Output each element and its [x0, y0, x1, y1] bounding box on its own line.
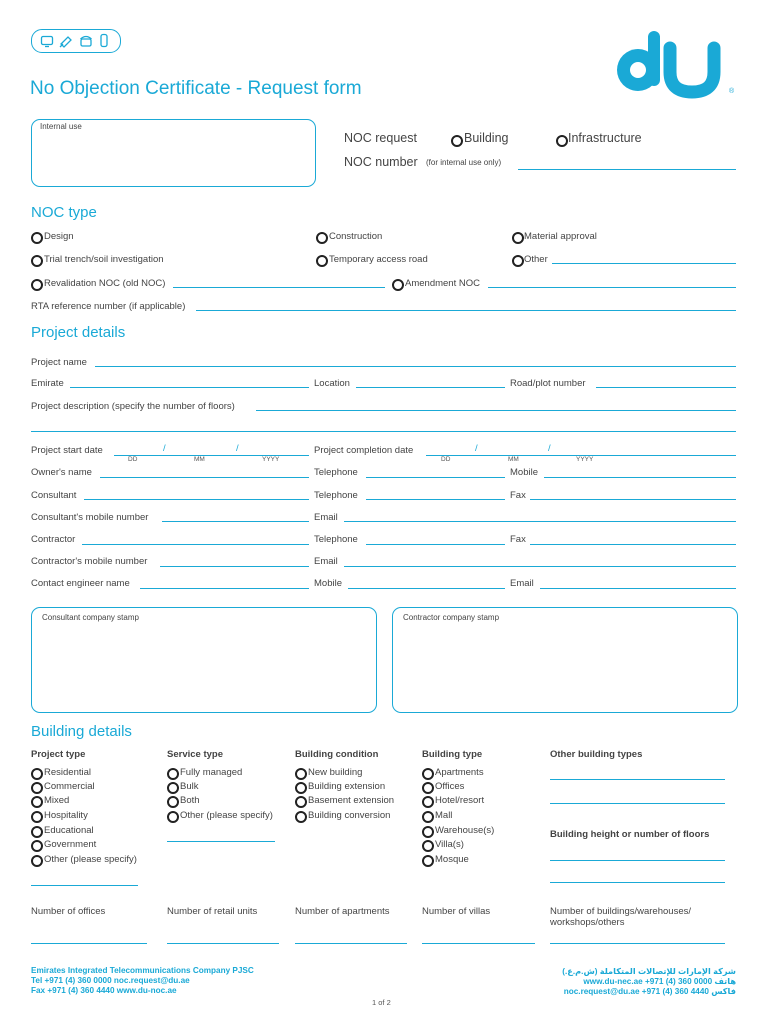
owners-name-label: Owner's name — [31, 467, 92, 478]
mall-label: Mall — [435, 810, 453, 821]
residential-radio[interactable] — [31, 768, 43, 780]
noc-number-label: NOC number — [344, 155, 418, 169]
consultant-stamp-label: Consultant company stamp — [42, 613, 139, 622]
service-type-other-label: Other (please specify) — [180, 810, 273, 821]
consultant-fax-label: Fax — [510, 490, 526, 501]
owner-mobile-label: Mobile — [510, 467, 538, 478]
emirate-label: Emirate — [31, 378, 64, 389]
contractor-field[interactable] — [82, 544, 309, 545]
num-villas-label: Number of villas — [422, 906, 491, 917]
project-details-heading: Project details — [31, 324, 126, 341]
mosque-label: Mosque — [435, 854, 469, 865]
project-type-other-radio[interactable] — [31, 855, 43, 867]
government-label: Government — [44, 839, 97, 850]
building-height-field-1[interactable] — [550, 860, 725, 861]
design-radio[interactable] — [31, 232, 43, 244]
new-building-radio[interactable] — [295, 768, 307, 780]
num-offices-field[interactable] — [31, 943, 147, 944]
noc-request-building-radio[interactable] — [451, 135, 463, 147]
building-height-heading: Building height or number of floors — [550, 829, 710, 840]
fully-managed-radio[interactable] — [167, 768, 179, 780]
hotel-resort-radio[interactable] — [422, 796, 434, 808]
contact-engineer-field[interactable] — [140, 588, 309, 589]
consultant-fax-field[interactable] — [530, 499, 736, 500]
other-radio[interactable] — [512, 255, 524, 267]
other-building-types-heading: Other building types — [550, 749, 643, 760]
start-mm-hint: MM — [194, 456, 205, 463]
contractor-label: Contractor — [31, 534, 76, 545]
temporary-access-radio[interactable] — [316, 255, 328, 267]
noc-request-label: NOC request — [344, 131, 417, 145]
hospitality-label: Hospitality — [44, 810, 88, 821]
owners-name-field[interactable] — [100, 477, 309, 478]
footer-company: Emirates Integrated Telecommunications Company PJSC — [31, 966, 254, 975]
completion-date-sep-1: / — [475, 443, 478, 454]
num-retail-field[interactable] — [167, 943, 279, 944]
service-icons — [31, 29, 121, 53]
villas-radio[interactable] — [422, 840, 434, 852]
contact-engineer-label: Contact engineer name — [31, 578, 130, 589]
fully-managed-label: Fully managed — [180, 767, 243, 778]
engineer-mobile-label: Mobile — [314, 578, 342, 589]
residential-label: Residential — [44, 767, 91, 778]
num-apartments-field[interactable] — [295, 943, 407, 944]
emirate-field[interactable] — [70, 387, 309, 388]
location-label: Location — [314, 378, 350, 389]
consultant-email-label: Email — [314, 512, 338, 523]
both-radio[interactable] — [167, 796, 179, 808]
num-apartments-label: Number of apartments — [295, 906, 390, 917]
amendment-label: Amendment NOC — [405, 278, 480, 289]
revalidation-label: Revalidation NOC (old NOC) — [44, 278, 166, 289]
num-villas-field[interactable] — [422, 943, 535, 944]
mixed-radio[interactable] — [31, 796, 43, 808]
location-field[interactable] — [356, 387, 505, 388]
monitor-icon — [40, 34, 54, 48]
other-label: Other — [524, 254, 548, 265]
trial-trench-label: Trial trench/soil investigation — [44, 254, 164, 265]
completion-yyyy-hint: YYYY — [576, 456, 594, 463]
apartments-radio[interactable] — [422, 768, 434, 780]
noc-request-infrastructure-label: Infrastructure — [568, 131, 642, 145]
consultant-stamp-box[interactable] — [31, 607, 377, 713]
start-date-label: Project start date — [31, 445, 103, 456]
noc-number-note: (for internal use only) — [426, 158, 502, 167]
consultant-mobile-field[interactable] — [162, 521, 309, 522]
villas-label: Villa(s) — [435, 839, 464, 850]
educational-radio[interactable] — [31, 826, 43, 838]
road-plot-label: Road/plot number — [510, 378, 586, 389]
consultant-email-field[interactable] — [344, 521, 736, 522]
registered-mark: ® — [729, 88, 735, 95]
material-approval-label: Material approval — [524, 231, 597, 242]
new-building-label: New building — [308, 767, 363, 778]
apartments-label: Apartments — [435, 767, 484, 778]
completion-dd-hint: DD — [441, 456, 451, 463]
phone-icon — [79, 34, 93, 48]
building-extension-radio[interactable] — [295, 782, 307, 794]
num-buildings-label-2: workshops/others — [550, 917, 625, 928]
start-dd-hint: DD — [128, 456, 138, 463]
mall-radio[interactable] — [422, 811, 434, 823]
mosque-radio[interactable] — [422, 855, 434, 867]
contractor-telephone-field[interactable] — [366, 544, 505, 545]
other-field[interactable] — [552, 263, 736, 264]
completion-date-label: Project completion date — [314, 445, 414, 456]
other-building-types-field-1[interactable] — [550, 779, 725, 780]
warehouses-radio[interactable] — [422, 826, 434, 838]
construction-radio[interactable] — [316, 232, 328, 244]
du-logo — [614, 26, 740, 100]
building-conversion-radio[interactable] — [295, 811, 307, 823]
num-offices-label: Number of offices — [31, 906, 106, 917]
num-buildings-field[interactable] — [550, 943, 725, 944]
start-date-sep-2: / — [236, 443, 239, 454]
hospitality-radio[interactable] — [31, 811, 43, 823]
footer-fax-arabic: noc.request@du.ae +971 (4) 360 4440 فاكس — [563, 987, 736, 996]
service-type-heading: Service type — [167, 749, 223, 760]
footer-tel-arabic: www.du-nec.ae +971 (4) 360 0000 هاتف — [583, 977, 736, 986]
revalidation-radio[interactable] — [31, 279, 43, 291]
footer-fax: Fax +971 (4) 360 4440 www.du-noc.ae — [31, 986, 177, 995]
project-name-label: Project name — [31, 357, 87, 368]
government-radio[interactable] — [31, 840, 43, 852]
description-field-1[interactable] — [256, 410, 736, 411]
contractor-mobile-label: Contractor's mobile number — [31, 556, 148, 567]
contractor-stamp-label: Contractor company stamp — [403, 613, 500, 622]
amendment-radio[interactable] — [392, 279, 404, 291]
amendment-field[interactable] — [488, 287, 736, 288]
mobile-icon — [98, 33, 110, 49]
temporary-access-label: Temporary access road — [329, 254, 428, 265]
bulk-radio[interactable] — [167, 782, 179, 794]
building-extension-label: Building extension — [308, 781, 386, 792]
educational-label: Educational — [44, 825, 94, 836]
noc-type-heading: NOC type — [31, 204, 97, 221]
rta-ref-field[interactable] — [196, 310, 736, 311]
project-type-heading: Project type — [31, 749, 86, 760]
project-type-other-label: Other (please specify) — [44, 854, 137, 865]
offices-radio[interactable] — [422, 782, 434, 794]
design-label: Design — [44, 231, 74, 242]
footer-company-arabic: شركة الإمارات للإتصالات المتكاملة (ش.م.ع.) — [562, 967, 736, 976]
internal-use-label: Internal use — [40, 122, 82, 131]
road-plot-field[interactable] — [596, 387, 736, 388]
construction-label: Construction — [329, 231, 383, 242]
offices-label: Offices — [435, 781, 465, 792]
contractor-mobile-field[interactable] — [160, 566, 309, 567]
rta-ref-label: RTA reference number (if applicable) — [31, 301, 186, 312]
engineer-email-label: Email — [510, 578, 534, 589]
bulk-label: Bulk — [180, 781, 199, 792]
building-type-heading: Building type — [422, 749, 483, 760]
contractor-fax-label: Fax — [510, 534, 526, 545]
commercial-radio[interactable] — [31, 782, 43, 794]
completion-date-sep-2: / — [548, 443, 551, 454]
contractor-email-label: Email — [314, 556, 338, 567]
start-date-sep-1: / — [163, 443, 166, 454]
both-label: Both — [180, 795, 200, 806]
consultant-telephone-field[interactable] — [366, 499, 505, 500]
form-title: No Objection Certificate - Request form — [30, 78, 362, 99]
consultant-field[interactable] — [84, 499, 309, 500]
service-type-other-field[interactable] — [167, 841, 275, 842]
service-type-other-radio[interactable] — [167, 811, 179, 823]
engineer-email-field[interactable] — [540, 588, 736, 589]
owner-telephone-label: Telephone — [314, 467, 358, 478]
num-retail-label: Number of retail units — [167, 906, 258, 917]
page-number: 1 of 2 — [372, 998, 391, 1007]
start-date-field[interactable] — [114, 455, 309, 456]
noc-request-infrastructure-radio[interactable] — [556, 135, 568, 147]
description-field-2[interactable] — [31, 431, 736, 432]
consultant-label: Consultant — [31, 490, 77, 501]
mixed-label: Mixed — [44, 795, 70, 806]
building-details-heading: Building details — [31, 723, 132, 740]
basement-extension-radio[interactable] — [295, 796, 307, 808]
start-yyyy-hint: YYYY — [262, 456, 280, 463]
revalidation-field[interactable] — [173, 287, 385, 288]
project-name-field[interactable] — [95, 366, 736, 367]
trial-trench-radio[interactable] — [31, 255, 43, 267]
footer-tel: Tel +971 (4) 360 0000 noc.request@du.ae — [31, 976, 190, 985]
project-type-other-field[interactable] — [31, 885, 138, 886]
consultant-mobile-label: Consultant's mobile number — [31, 512, 149, 523]
noc-number-field[interactable] — [518, 169, 736, 170]
other-building-types-field-2[interactable] — [550, 803, 725, 804]
building-height-field-2[interactable] — [550, 882, 725, 883]
owner-telephone-field[interactable] — [366, 477, 505, 478]
building-conversion-label: Building conversion — [308, 810, 391, 821]
material-approval-radio[interactable] — [512, 232, 524, 244]
building-condition-heading: Building condition — [295, 749, 379, 760]
contractor-stamp-box[interactable] — [392, 607, 738, 713]
contractor-fax-field[interactable] — [530, 544, 736, 545]
contractor-email-field[interactable] — [344, 566, 736, 567]
num-buildings-label-1: Number of buildings/warehouses/ — [550, 906, 691, 917]
owner-mobile-field[interactable] — [544, 477, 736, 478]
completion-mm-hint: MM — [508, 456, 519, 463]
satellite-icon — [59, 34, 73, 48]
engineer-mobile-field[interactable] — [348, 588, 505, 589]
commercial-label: Commercial — [44, 781, 95, 792]
description-label: Project description (specify the number of floors) — [31, 401, 235, 412]
basement-extension-label: Basement extension — [308, 795, 395, 806]
consultant-telephone-label: Telephone — [314, 490, 358, 501]
contractor-telephone-label: Telephone — [314, 534, 358, 545]
hotel-resort-label: Hotel/resort — [435, 795, 485, 806]
warehouses-label: Warehouse(s) — [435, 825, 495, 836]
noc-request-building-label: Building — [464, 131, 509, 145]
